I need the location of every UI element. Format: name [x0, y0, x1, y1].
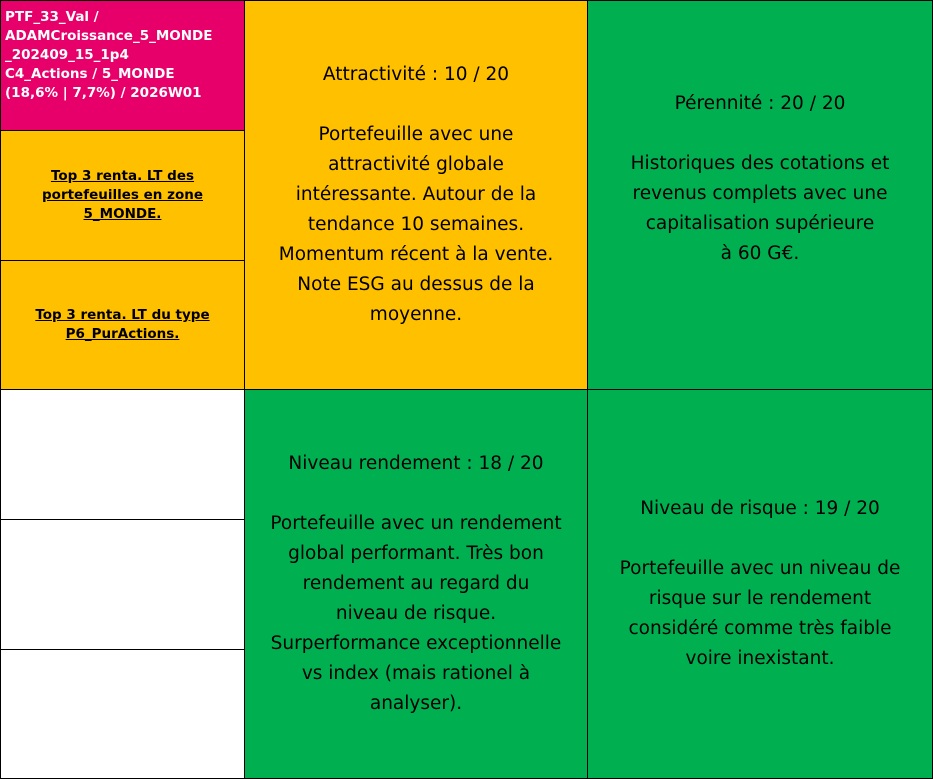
rendement-panel [244, 389, 588, 779]
rendement-description: Portefeuille avec un rendement global performant. Très bon rendement au regard du niveau de risque. Surperformance exceptionnelle vs index (mais rationel à analyser). [270, 513, 562, 714]
portfolio-label: PTF_33_Val / ADAMCroissance_5_MONDE _202409_15_1p4 C4_Actions / 5_MONDE (18,6% | 7,7%) / 2026W01 [0, 0, 245, 131]
empty-cell-1 [0, 389, 245, 520]
risque-panel [587, 389, 933, 779]
perennite-title: Pérennité : 20 / 20 [674, 93, 846, 114]
perennite-description: Historiques des cotations et revenus complets avec une capitalisation supérieure à 60 G€. [630, 153, 890, 264]
empty-cell-2 [0, 519, 245, 650]
risque-title: Niveau de risque : 19 / 20 [640, 498, 880, 519]
attractivite-description: Portefeuille avec une attractivité globale intéressante. Autour de la tendance 10 semaines. Momentum récent à la vente. Note ESG au dessus de la moyenne. [278, 124, 554, 325]
attractivite-panel [244, 0, 588, 390]
top3-type-link[interactable]: Top 3 renta. LT du type P6_PurActions. [0, 260, 245, 390]
top3-zone-link[interactable]: Top 3 renta. LT des portefeuilles en zone 5_MONDE. [0, 130, 245, 261]
attractivite-title: Attractivité : 10 / 20 [322, 64, 510, 85]
risque-description: Portefeuille avec un niveau de risque sur le rendement considéré comme très faible voire inexistant. [619, 558, 901, 669]
perennite-panel [587, 0, 933, 390]
empty-cell-3 [0, 649, 245, 779]
rendement-title: Niveau rendement : 18 / 20 [288, 453, 544, 474]
